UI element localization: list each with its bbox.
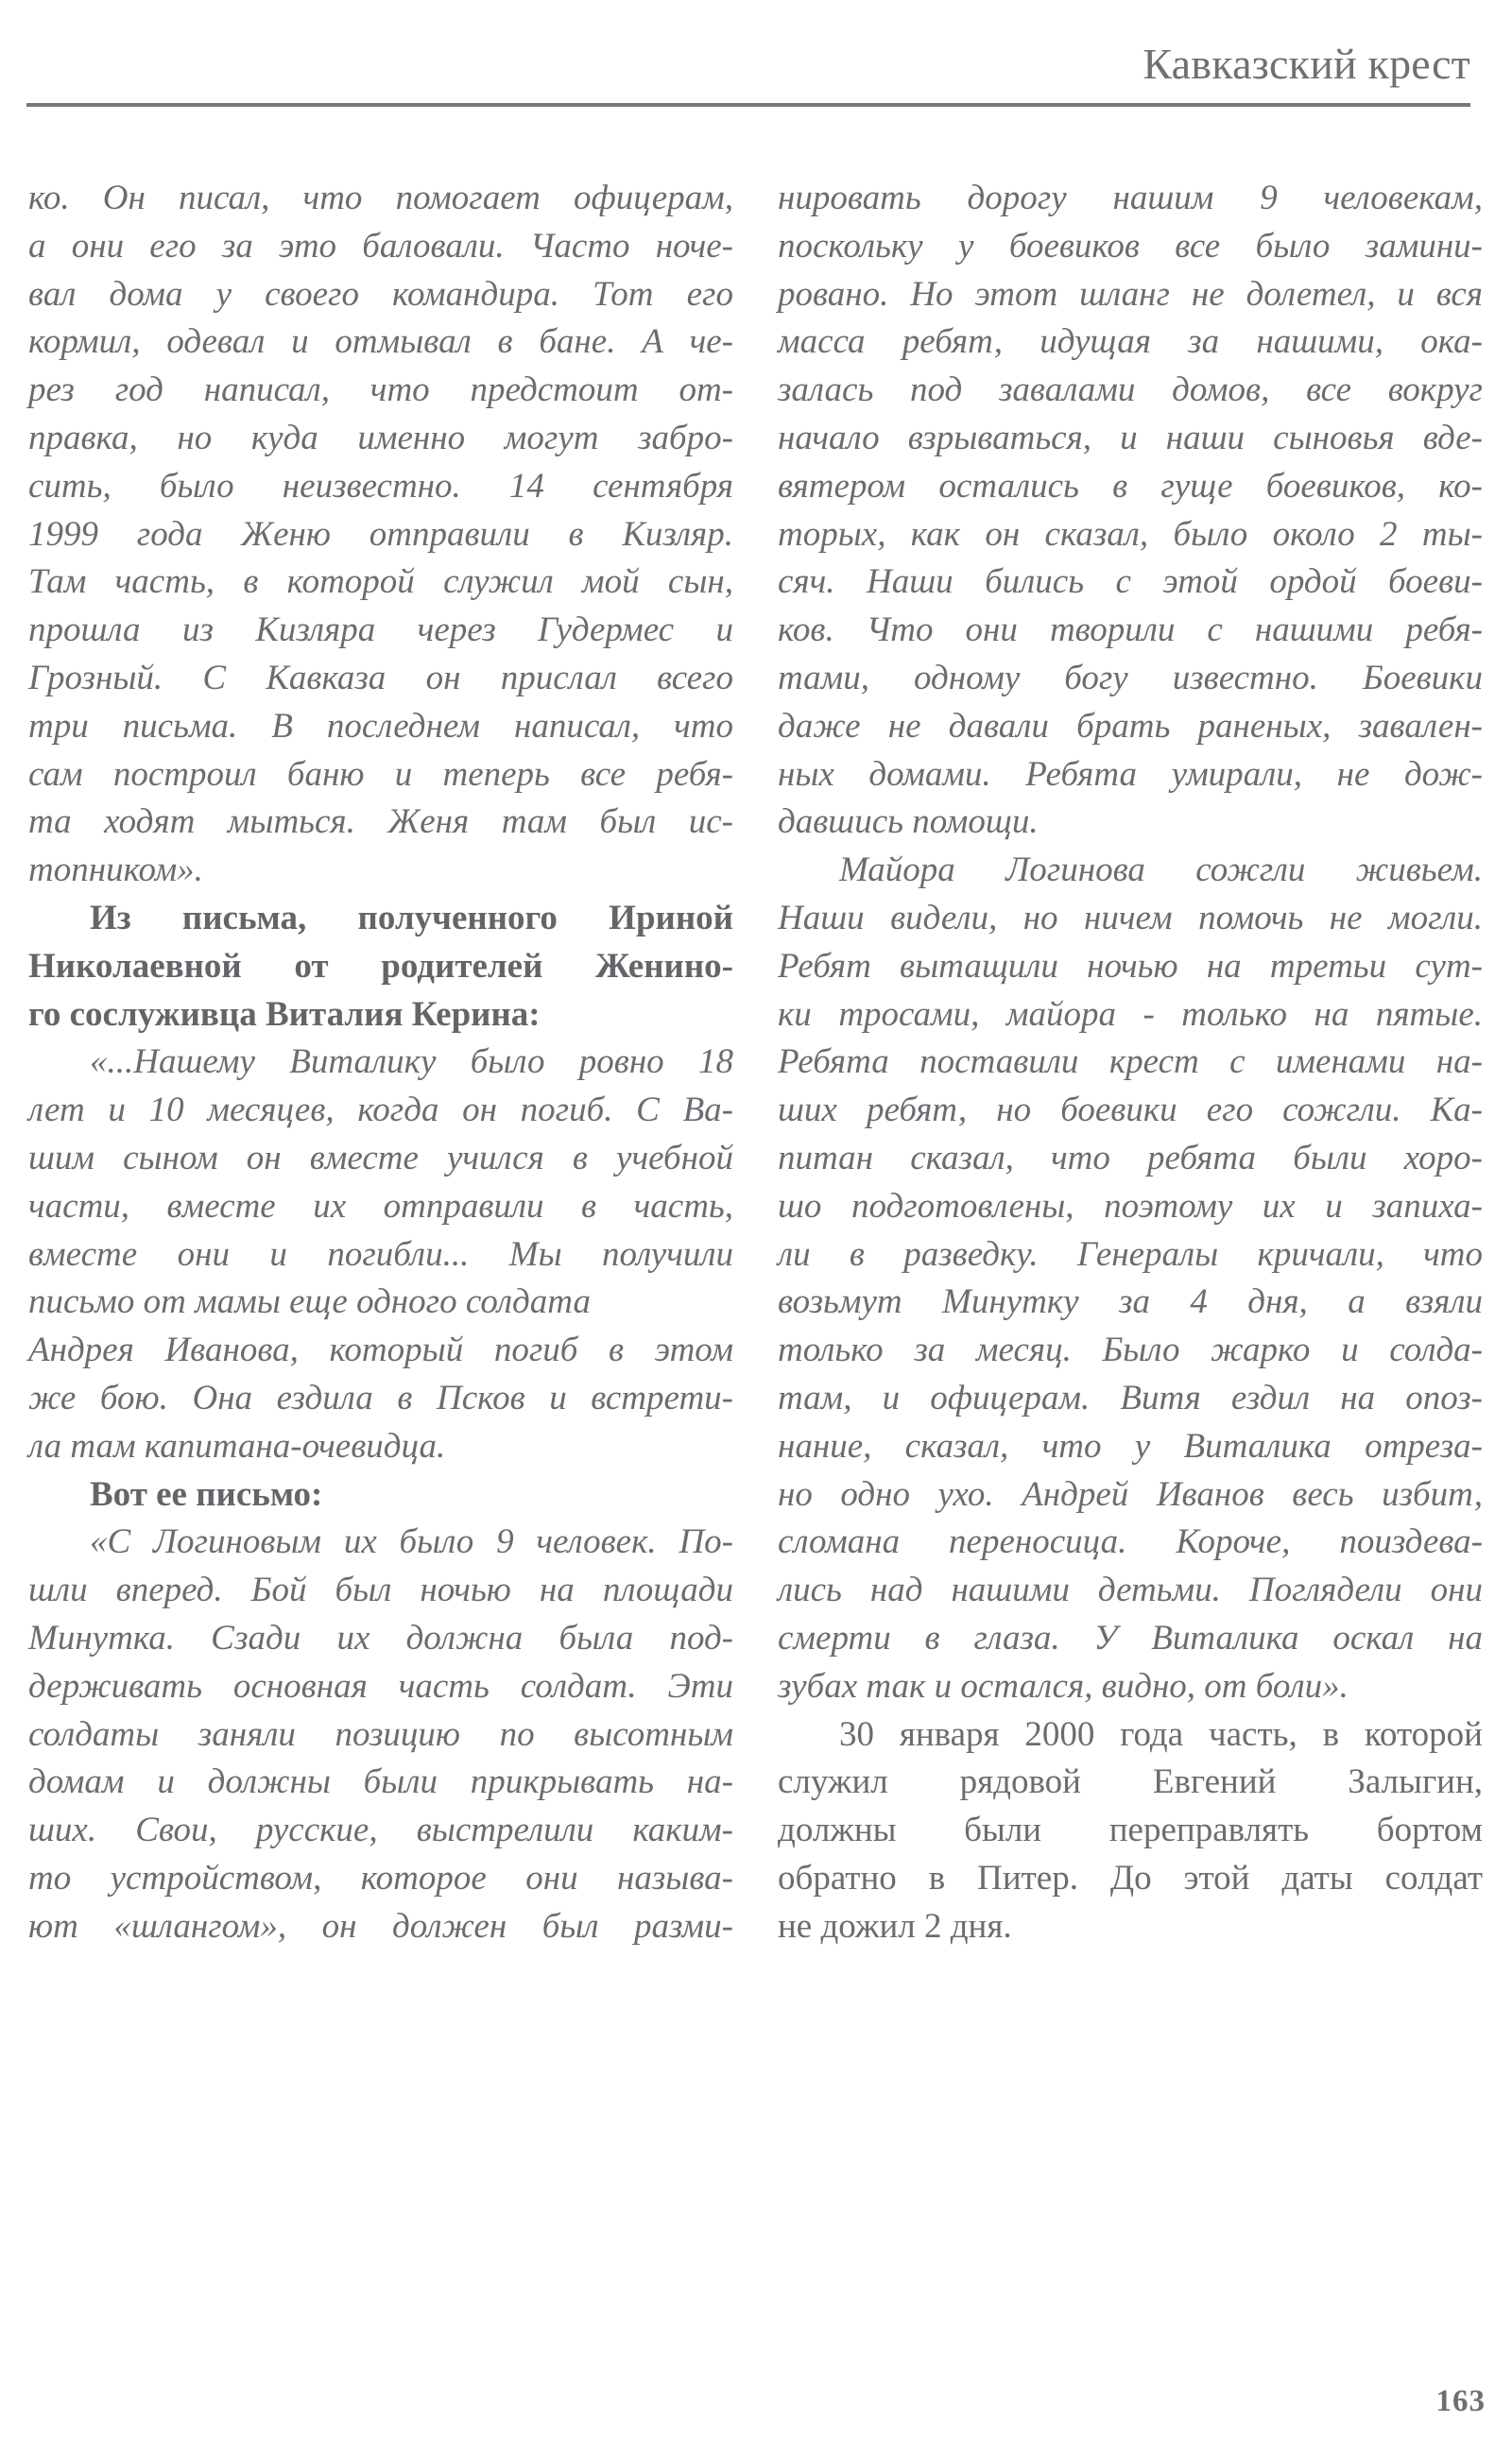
body-text-line: только за месяц. Было жарко и солда- <box>778 1331 1483 1370</box>
body-text-line: ших. Свои, русские, выстрелили каким- <box>28 1811 733 1850</box>
body-text-line: топником». <box>28 850 203 890</box>
body-text-line: вятером остались в гуще боевиков, ко- <box>778 466 1483 506</box>
body-text-line: даже не давали брать раненых, завален- <box>778 706 1483 746</box>
body-text-line: масса ребят, идущая за нашими, ока- <box>778 322 1483 362</box>
body-text-line: торых, как он сказал, было около 2 ты- <box>778 514 1483 554</box>
section-heading-line: Вот ее письмо: <box>90 1474 323 1514</box>
body-text-line: ровано. Но этот шланг не долетел, и вся <box>778 274 1483 314</box>
body-text-line: Андрея Иванова, который погиб в этом <box>28 1331 733 1370</box>
body-text-line: питан сказал, что ребята были хоро- <box>778 1139 1483 1177</box>
body-text-line: служил рядовой Евгений Залыгин, <box>778 1762 1483 1802</box>
body-text-line: Ребят вытащили ночью на третьи сут- <box>778 946 1483 986</box>
body-text-line: залась под завалами домов, все вокруг <box>778 370 1483 410</box>
body-text-line: то устройством, которое они называ- <box>28 1859 733 1898</box>
body-text-line: смерти в глаза. У Виталика оскал на <box>778 1619 1483 1658</box>
body-text-line: там, и офицерам. Витя ездил на опоз- <box>778 1379 1483 1418</box>
body-text-line: лись над нашими детьми. Поглядели они <box>778 1571 1483 1610</box>
body-text-line: Грозный. С Кавказа он прислал всего <box>28 659 733 697</box>
body-text-line: рез год написал, что предстоит от- <box>28 370 733 410</box>
body-text-line: солдаты заняли позицию по высотным <box>28 1714 733 1754</box>
body-text-line: ков. Что они творили с нашими ребя- <box>778 610 1483 650</box>
body-text-line: домам и должны были прикрывать на- <box>28 1762 733 1802</box>
body-text-line: вместе они и погибли... Мы получили <box>28 1234 733 1274</box>
body-text-line: Ребята поставили крест с именами на- <box>778 1042 1483 1082</box>
running-title: Кавказский крест <box>1143 40 1470 88</box>
body-text-line: лет и 10 месяцев, когда он погиб. С Ва- <box>28 1091 733 1130</box>
body-text-line: возьмут Минутку за 4 дня, а взяли <box>778 1282 1483 1322</box>
body-text-line: Майора Логинова сожгли живьем. <box>839 850 1483 890</box>
body-text-line: нание, сказал, что у Виталика отреза- <box>778 1426 1483 1466</box>
body-text-line: а они его за это баловали. Часто ноче- <box>28 226 733 266</box>
body-text-line: Минутка. Сзади их должна была под- <box>28 1619 733 1658</box>
body-text-line: сить, было неизвестно. 14 сентября <box>28 466 733 506</box>
body-text-line: «С Логиновым их было 9 человек. По- <box>90 1522 733 1562</box>
body-text-line: кормил, одевал и отмывал в бане. А че- <box>28 322 733 362</box>
body-text-line: нировать дорогу нашим 9 человекам, <box>778 179 1483 217</box>
body-text-line: Наши видели, но ничем помочь не могли. <box>778 899 1483 937</box>
body-text-line: же бою. Она ездила в Псков и встрети- <box>28 1379 733 1418</box>
body-text-line: ла там капитана-очевидца. <box>28 1426 446 1466</box>
body-text-line: сломана переносица. Короче, поиздева- <box>778 1522 1483 1562</box>
body-text-line: ших ребят, но боевики его сожгли. Ка- <box>778 1091 1483 1130</box>
body-text-line: должны были переправлять бортом <box>778 1811 1483 1850</box>
body-text-line: шо подготовлены, поэтому их и запиха- <box>778 1186 1483 1226</box>
body-text-line: не дожил 2 дня. <box>778 1906 1012 1946</box>
body-text-line: сяч. Наши бились с этой ордой боеви- <box>778 562 1483 602</box>
body-text-line: ют «шлангом», он должен был разми- <box>28 1906 733 1946</box>
body-text-line: обратно в Питер. До этой даты солдат <box>778 1859 1483 1898</box>
body-text-line: прошла из Кизляра через Гудермес и <box>28 610 733 650</box>
body-text-line: 30 января 2000 года часть, в которой <box>839 1714 1483 1754</box>
body-text-line: части, вместе их отправили в часть, <box>28 1186 733 1226</box>
body-text-line: поскольку у боевиков все было замини- <box>778 226 1483 266</box>
body-text-line: ко. Он писал, что помогает офицерам, <box>28 179 733 217</box>
section-heading-line: Николаевной от родителей Женино- <box>28 946 733 986</box>
header-rule <box>26 103 1470 107</box>
body-text-line: ки тросами, майора - только на пятые. <box>778 994 1483 1034</box>
body-text-line: начало взрываться, и наши сыновья вде- <box>778 419 1483 457</box>
body-text-line: «...Нашему Виталику было ровно 18 <box>90 1042 733 1082</box>
body-text-line: правка, но куда именно могут забро- <box>28 419 733 457</box>
body-text-line: давшись помощи. <box>778 802 1039 842</box>
body-text-line: шим сыном он вместе учился в учебной <box>28 1139 733 1177</box>
body-text-line: ли в разведку. Генералы кричали, что <box>778 1234 1483 1274</box>
body-text-line: зубах так и остался, видно, от боли». <box>778 1666 1349 1706</box>
body-text-line: вал дома у своего командира. Тот его <box>28 274 733 314</box>
body-text-line: но одно ухо. Андрей Иванов весь избит, <box>778 1474 1483 1514</box>
section-heading-line: го сослуживца Виталия Керина: <box>28 994 541 1034</box>
body-text-line: сам построил баню и теперь все ребя- <box>28 754 733 794</box>
section-heading-line: Из письма, полученного Ириной <box>90 899 733 937</box>
body-text-line: письмо от мамы еще одного солдата <box>28 1282 591 1322</box>
body-text-line: держивать основная часть солдат. Эти <box>28 1666 733 1706</box>
body-text-line: Там часть, в которой служил мой сын, <box>28 562 733 602</box>
body-text-line: ных домами. Ребята умирали, не дож- <box>778 754 1483 794</box>
body-text-line: три письма. В последнем написал, что <box>28 706 733 746</box>
body-text-line: шли вперед. Бой был ночью на площади <box>28 1571 733 1610</box>
body-text-line: та ходят мыться. Женя там был ис- <box>28 802 733 842</box>
page-number: 163 <box>1435 2384 1486 2418</box>
body-text-line: тами, одному богу известно. Боевики <box>778 659 1483 697</box>
body-text-line: 1999 года Женю отправили в Кизляр. <box>28 514 733 554</box>
